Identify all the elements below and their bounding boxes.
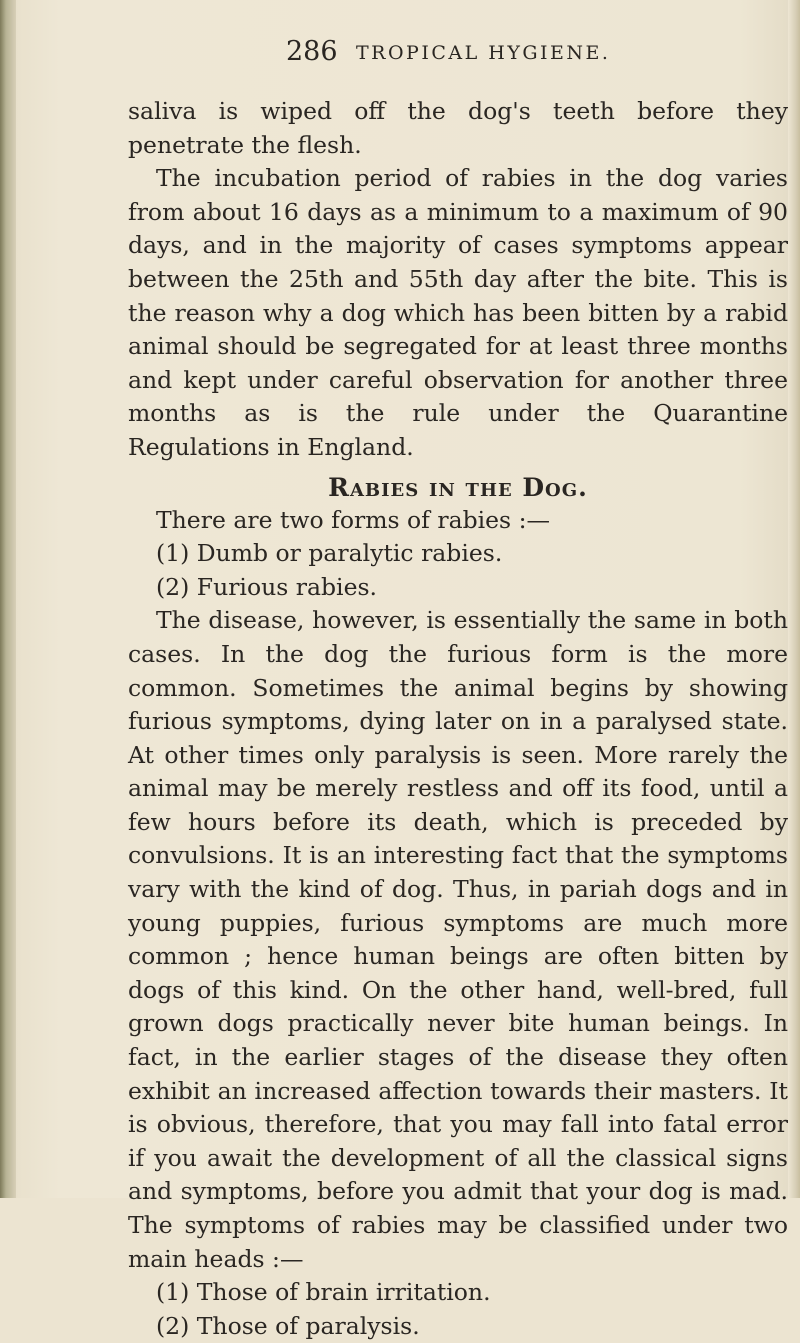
running-head: TROPICAL HYGIENE. — [356, 42, 611, 64]
list-item-furious-rabies: (2) Furious rabies. — [156, 572, 378, 601]
page-header — [286, 36, 734, 76]
paragraph-disease: The disease, however, is essentially the same in both cases. In the dog the furious form is the more common. Sometimes the animal begins by showing furious symptoms, dying later on in a paralysed state. At other times only paralysis is seen. More rarely the animal may be merely restless and off its food, until a few hours before its death, which is preceded by convulsions. It is an interesting fact that the symptoms vary with the kind of dog. Thus, in pariah dogs and in young puppies, furious symptoms are much more common ; hence human beings are often bitten by dogs of this kind. On the other hand, well-bred, full grown dogs practically never bite human beings. In fact, in the earlier stages of the disease they often exhibit an increased affection towards their masters. It is obvious, therefore, that you may fall into fatal error if you await the development of all the classical signs and symptoms, before you admit that your dog is mad. The symptoms of rabies may be classified under two main heads :— — [128, 606, 788, 1273]
list-item-dumb-rabies: (1) Dumb or paralytic rabies. — [156, 539, 503, 568]
section-heading: Rabies in the Dog. — [328, 472, 588, 502]
paragraph-forms-intro: There are two forms of rabies :— — [156, 505, 550, 534]
paragraph-continuation: saliva is wiped off the dog's teeth before they penetrate the flesh. — [128, 97, 788, 159]
page-gutter — [0, 0, 16, 1198]
list-item-brain-irritation: (1) Those of brain irritation. — [156, 1278, 491, 1307]
paragraph-incubation: The incubation period of rabies in the dog varies from about 16 days as a minimum to a maximum of 90 days, and in the majority of cases symptoms appear between the 25th and 55th day after the bite. This is the reason why a dog which has been bitten by a rabid animal should be segregated for at least three months and kept under careful observation for another three months as is the rule under the Quarantine Regulations in England. — [128, 164, 788, 461]
list-item-paralysis: (2) Those of paralysis. — [156, 1311, 420, 1340]
page-number: 286 — [286, 36, 338, 67]
body-text — [128, 95, 788, 1343]
page-edge — [788, 0, 800, 1198]
